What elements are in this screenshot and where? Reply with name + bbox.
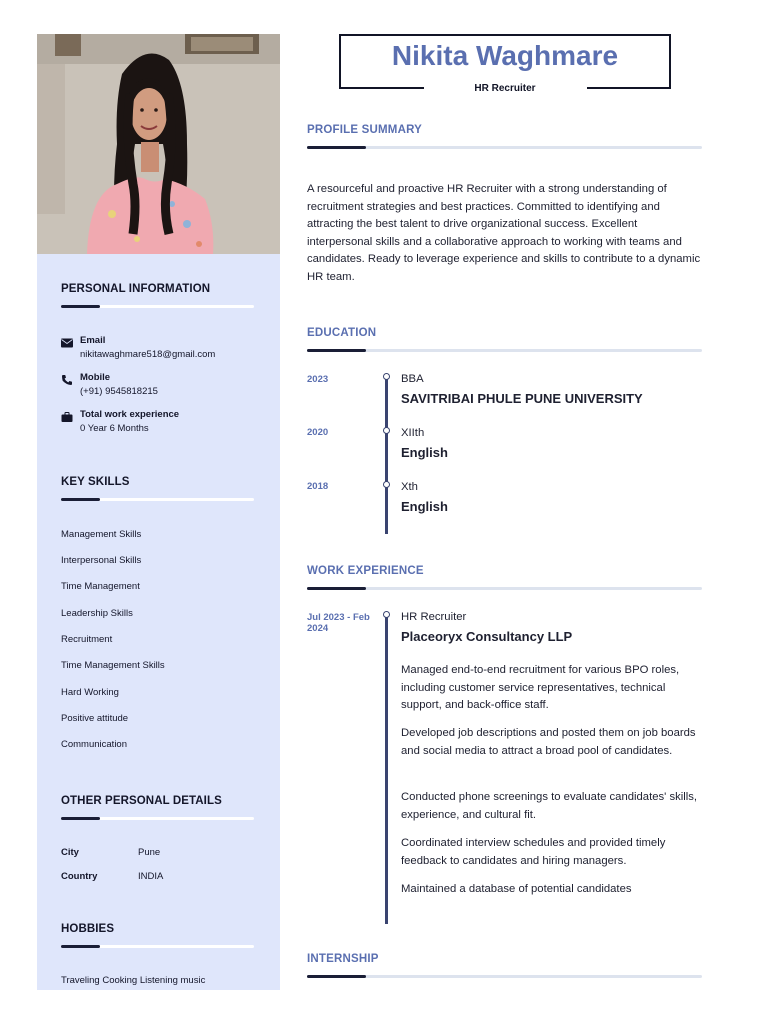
email-label: Email (80, 335, 106, 346)
education-degree: BBA (401, 373, 424, 385)
education-year: 2020 (307, 427, 329, 438)
education-institution: English (401, 445, 448, 460)
profile-summary-title: PROFILE SUMMARY (307, 124, 423, 136)
phone-icon (61, 373, 73, 385)
education-year: 2023 (307, 374, 329, 385)
education-timeline (385, 376, 388, 534)
education-divider (307, 349, 702, 352)
sidebar (37, 34, 280, 990)
education-year: 2018 (307, 481, 329, 492)
candidate-role: HR Recruiter (474, 83, 536, 94)
email-value[interactable]: nikitawaghmare518@gmail.com (80, 349, 216, 360)
timeline-dot (383, 481, 390, 488)
skill-item: Time Management Skills (61, 660, 165, 671)
experience-label: Total work experience (80, 409, 180, 420)
briefcase-icon (61, 410, 73, 422)
work-experience-title: WORK EXPERIENCE (307, 565, 424, 577)
work-bullet: Coordinated interview schedules and provided timely feedback to candidates and hiring managers. (401, 837, 666, 867)
skill-item: Hard Working (61, 687, 119, 698)
city-label: City (61, 847, 79, 858)
key-skills-title: KEY SKILLS (61, 476, 130, 488)
skill-item: Management Skills (61, 529, 142, 540)
personal-info-divider (61, 305, 254, 308)
email-icon (61, 336, 73, 348)
skill-item: Time Management (61, 581, 140, 592)
other-details-divider (61, 817, 254, 820)
skill-item: Recruitment (61, 634, 113, 645)
work-bullet: Conducted phone screenings to evaluate candidates' skills, experience, and cultural fit. (401, 791, 698, 821)
internship-divider (307, 975, 702, 978)
education-institution: SAVITRIBAI PHULE PUNE UNIVERSITY (401, 391, 643, 406)
city-value: Pune (138, 847, 161, 858)
skill-item: Positive attitude (61, 713, 129, 724)
other-details-title: OTHER PERSONAL DETAILS (61, 795, 222, 807)
work-bullet: Developed job descriptions and posted them on job boards and social media to attract a broad pool of candidates. (401, 727, 696, 757)
work-bullet: Managed end-to-end recruitment for various BPO roles, including customer service representatives, technical support, and back-office staff. (401, 664, 680, 711)
hobbies-title: HOBBIES (61, 923, 115, 935)
mobile-label: Mobile (80, 372, 111, 383)
work-bullet: Maintained a database of potential candidates (401, 883, 632, 895)
education-degree: XIIth (401, 427, 425, 439)
education-institution: English (401, 499, 448, 514)
skill-item: Communication (61, 739, 127, 750)
timeline-dot (383, 427, 390, 434)
profile-photo (37, 34, 280, 254)
timeline-dot (383, 373, 390, 380)
education-degree: Xth (401, 481, 418, 493)
mobile-value[interactable]: (+91) 9545818215 (80, 386, 158, 397)
skill-item: Interpersonal Skills (61, 555, 142, 566)
experience-value: 0 Year 6 Months (80, 423, 149, 434)
candidate-name: Nikita Waghmare (391, 40, 619, 71)
key-skills-divider (61, 498, 254, 501)
work-timeline (385, 614, 388, 924)
country-label: Country (61, 871, 98, 882)
skill-item: Leadership Skills (61, 608, 133, 619)
hobbies-text: Traveling Cooking Listening music (61, 975, 206, 986)
work-company: Placeoryx Consultancy LLP (401, 629, 573, 644)
work-role: HR Recruiter (401, 611, 467, 623)
hobbies-divider (61, 945, 254, 948)
work-experience-divider (307, 587, 702, 590)
internship-title: INTERNSHIP (307, 953, 379, 965)
education-title: EDUCATION (307, 327, 377, 339)
profile-summary-divider (307, 146, 702, 149)
personal-info-title: PERSONAL INFORMATION (61, 283, 211, 295)
profile-summary-text: A resourceful and proactive HR Recruiter with a strong understanding of recruitment strategies and best practices. Committed to identifying and attracting the best talent to drive organizational success. Excellent interpersonal skills and a collaborative approach to working with teams and candidates. Ready to leverage experience and skills to contribute to a dynamic HR team. (307, 183, 701, 283)
work-period: Jul 2023 - Feb 2024 (307, 612, 370, 634)
country-value: INDIA (138, 871, 164, 882)
